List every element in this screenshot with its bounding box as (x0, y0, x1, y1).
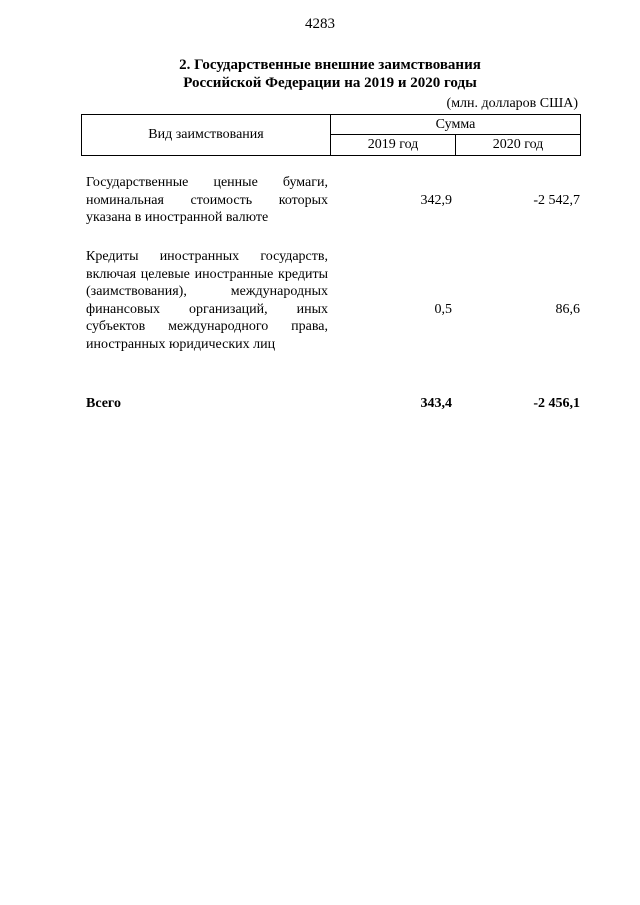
column-header-sum: Сумма (331, 115, 581, 135)
total-value-2020: -2 456,1 (533, 396, 580, 411)
total-value-2019: 343,4 (420, 396, 452, 411)
row-value-2020: -2 542,7 (533, 193, 580, 208)
table-row (86, 248, 586, 353)
page-number: 4283 (305, 16, 335, 32)
table-header (81, 114, 581, 156)
title-line-1: 2. Государственные внешние заимствования (179, 57, 481, 73)
row-name: Государственные ценные бумаги, номинальная стоимость которых указана в иностранной валюте (86, 175, 328, 225)
column-header-2020: 2020 год (456, 135, 581, 156)
title-line-2: Российской Федерации на 2019 и 2020 годы (183, 75, 477, 91)
total-row (86, 395, 586, 413)
document-title (80, 56, 580, 92)
total-label: Всего (86, 396, 121, 411)
row-value-2019: 0,5 (434, 302, 452, 317)
row-value-2020: 86,6 (555, 302, 580, 317)
row-name: Кредиты иностранных государств, включая целевые иностранные кредиты (заимствования), международных финансовых организаций, иных субъектов международного права, иностранных юридических лиц (86, 249, 328, 352)
row-value-2019: 342,9 (420, 193, 452, 208)
table-row (86, 174, 586, 227)
column-header-borrowing-type: Вид заимствования (82, 115, 331, 156)
column-header-2019: 2019 год (331, 135, 456, 156)
units-note: (млн. долларов США) (446, 96, 578, 111)
